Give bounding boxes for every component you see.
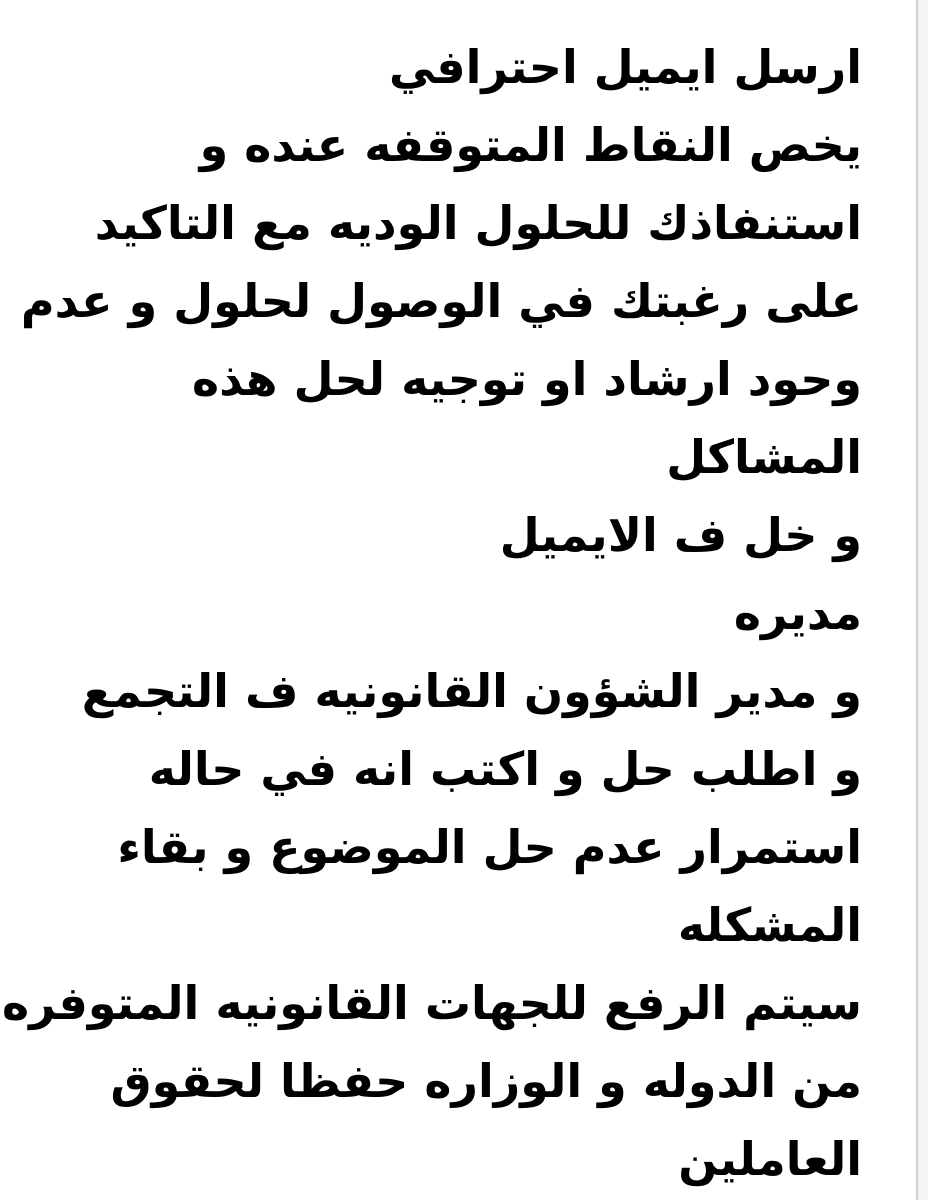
- note-line: المشاكل: [666, 430, 862, 484]
- note-line: من الدوله و الوزاره حفظا لحقوق: [110, 1054, 862, 1108]
- note-line: و خل ف الايميل: [499, 508, 862, 562]
- note-line: سيتم الرفع للجهات القانونيه المتوفره: [1, 976, 862, 1030]
- note-line: المشكله: [677, 898, 862, 952]
- note-line: يخص النقاط المتوقفه عنده و: [199, 118, 862, 172]
- note-line: العاملين: [678, 1132, 862, 1186]
- note-line: وحود ارشاد او توجيه لحل هذه: [191, 352, 862, 406]
- scrollbar-track[interactable]: [918, 0, 928, 1200]
- note-line: و مدير الشؤون القانونيه ف التجمع: [81, 664, 862, 718]
- note-line: على رغبتك في الوصول لحلول و عدم: [20, 274, 862, 328]
- note-line: مديره: [733, 586, 862, 640]
- note-line: استمرار عدم حل الموضوع و بقاء: [117, 820, 862, 874]
- note-line: استنفاذك للحلول الوديه مع التاكيد: [94, 196, 862, 250]
- note-line: ارسل ايميل احترافي: [388, 40, 862, 94]
- note-line: و اطلب حل و اكتب انه في حاله: [148, 742, 862, 796]
- note-text: [1, 28, 862, 1198]
